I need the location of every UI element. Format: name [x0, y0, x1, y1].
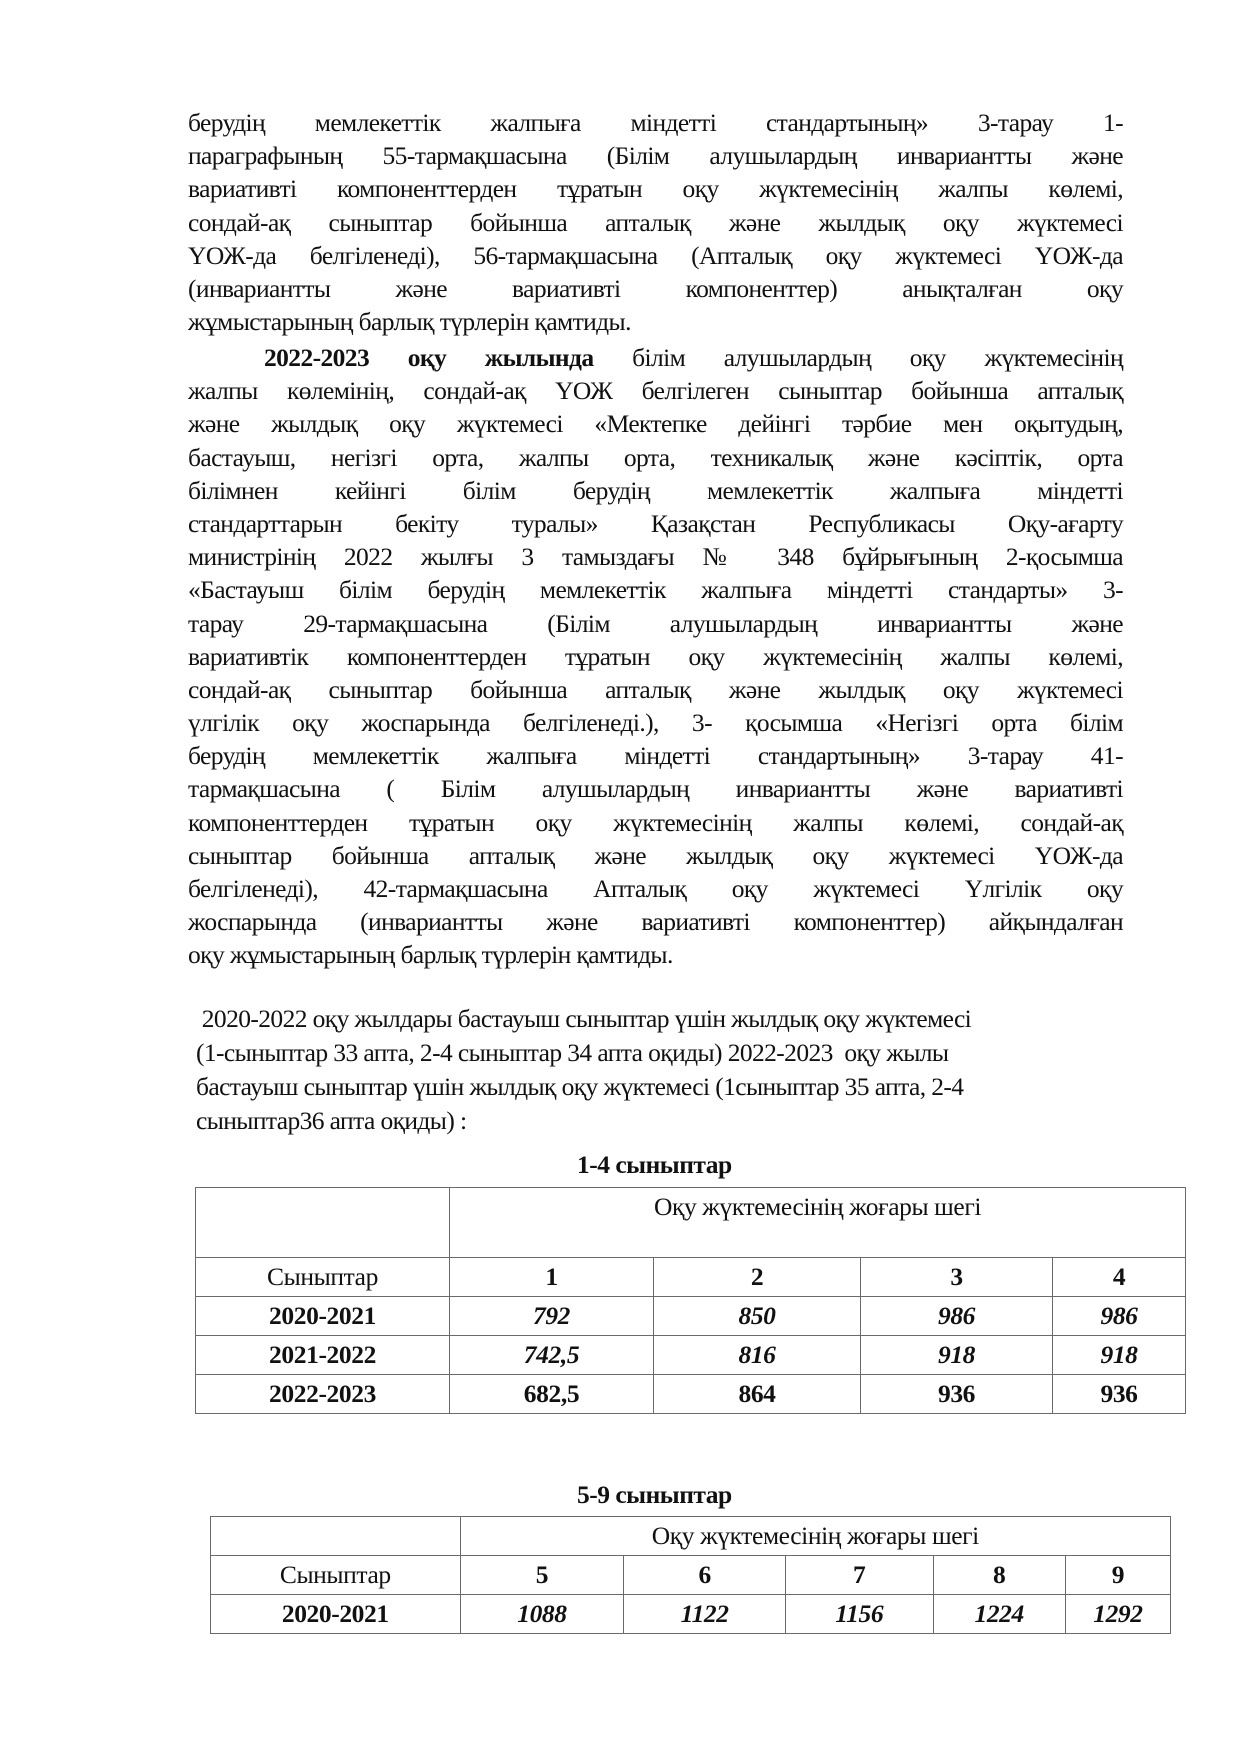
value-cell: 850: [654, 1297, 861, 1336]
value-cell: 986: [861, 1297, 1053, 1336]
row-header-label: Сыныптар: [196, 1258, 450, 1297]
paragraph-line: жұмыстарының барлық түрлерін қамтиды.: [188, 307, 631, 337]
table-columns-row: [211, 1556, 1171, 1595]
value-cell: 682,5: [450, 1375, 654, 1414]
paragraph-2: [188, 341, 1123, 972]
paragraph-line: үлгілік оқу жоспарында белгіленеді.), 3- қосымша «Негізгі орта білім: [188, 708, 1123, 738]
table-header-row: [211, 1517, 1171, 1556]
paragraph-line: бастауыш, негізгі орта, жалпы орта, техникалық және кәсіптік, орта: [188, 442, 1123, 472]
paragraph-line: ҮОЖ-да белгіленеді), 56-тармақшасына (Апталық оқу жүктемесі ҮОЖ-да: [188, 240, 1123, 270]
table-2-title: 5-9 сыныптар: [577, 1480, 732, 1509]
table-row: [196, 1375, 1186, 1414]
paragraph-line: жоспарында (инвариантты және вариативті компоненттер) айқындалған: [188, 907, 1123, 937]
value-cell: 986: [1053, 1297, 1186, 1336]
paragraph-line: білімнен кейінгі білім берудің мемлекеттік жалпыға міндетті: [188, 475, 1123, 505]
paragraph-line: стандарттарын бекіту туралы» Қазақстан Республикасы Оқу-ағарту: [188, 508, 1123, 538]
paragraph-line: бастауыш сыныптар үшін жылдық оқу жүктемесі (1сыныптар 35 апта, 2-4: [196, 1072, 964, 1101]
column-header: 2: [654, 1258, 861, 1297]
table-columns-row: [196, 1258, 1186, 1297]
table-row: [211, 1595, 1171, 1634]
paragraph-line: берудің мемлекеттік жалпыға міндетті стандартының» 3-тарау 1-: [188, 108, 1123, 137]
group-header-cell: Оқу жүктемесінің жоғары шегі: [460, 1517, 1170, 1556]
value-cell: 918: [861, 1336, 1053, 1375]
bold-lead: 2022-2023 оқу жылында: [264, 343, 594, 372]
paragraph-line: «Бастауыш білім берудің мемлекеттік жалпыға міндетті стандарты» 3-: [188, 575, 1123, 605]
paragraph-line: (инвариантты және вариативті компоненттер) анықталған оқу: [188, 273, 1123, 303]
paragraph-line: тармақшасына ( Білім алушылардың инвариантты және вариативті: [188, 774, 1123, 804]
paragraph-line: министрінің 2022 жылғы 3 тамыздағы № 348 бұйрығының 2-қосымша: [188, 542, 1123, 572]
table-1-grades-1-4: [195, 1187, 1186, 1414]
group-header-cell: Оқу жүктемесінің жоғары шегі: [450, 1188, 1186, 1258]
paragraph-3: [196, 1002, 1126, 1138]
year-cell: 2021-2022: [196, 1336, 450, 1375]
paragraph-line: және жылдық оқу жүктемесі «Мектепке дейінгі тәрбие мен оқытудың,: [188, 409, 1123, 439]
value-cell: 1292: [1065, 1595, 1170, 1634]
first-line-rest: білім алушылардың оқу жүктемесінің: [593, 343, 1123, 372]
paragraph-line: сондай-ақ сыныптар бойынша апталық және жылдық оқу жүктемесі: [188, 674, 1123, 704]
paragraph-line: вариативті компоненттерден тұратын оқу жүктемесінің жалпы көлемі,: [188, 174, 1123, 204]
paragraph-line: сыныптар бойынша апталық және жылдық оқу жүктемесі ҮОЖ-да: [188, 840, 1123, 870]
column-header: 4: [1053, 1258, 1186, 1297]
paragraph-line: вариативтік компоненттерден тұратын оқу жүктемесінің жалпы көлемі,: [188, 641, 1123, 671]
paragraph-line: белгіленеді), 42-тармақшасына Апталық оқу жүктемесі Үлгілік оқу: [188, 874, 1123, 903]
value-cell: 742,5: [450, 1336, 654, 1375]
column-header: 7: [785, 1556, 933, 1595]
column-header: 3: [861, 1258, 1053, 1297]
value-cell: 1088: [460, 1595, 624, 1634]
paragraph-line: сыныптар36 апта оқиды) :: [196, 1106, 467, 1135]
empty-corner-cell: [196, 1188, 450, 1258]
paragraph-first-line: [188, 341, 1123, 374]
value-cell: 792: [450, 1297, 654, 1336]
value-cell: 864: [654, 1375, 861, 1414]
year-cell: 2022-2023: [196, 1375, 450, 1414]
table-2-grades-5-9: [210, 1516, 1171, 1634]
paragraph-line: оқу жұмыстарының барлық түрлерін қамтиды.: [188, 940, 673, 970]
table-row: [196, 1297, 1186, 1336]
column-header: 1: [450, 1258, 654, 1297]
value-cell: 918: [1053, 1336, 1186, 1375]
paragraph-line: параграфының 55-тармақшасына (Білім алушылардың инвариантты және: [188, 141, 1123, 171]
table-header-row: [196, 1188, 1186, 1258]
value-cell: 1224: [933, 1595, 1065, 1634]
value-cell: 1122: [624, 1595, 786, 1634]
year-cell: 2020-2021: [196, 1297, 450, 1336]
value-cell: 936: [1053, 1375, 1186, 1414]
paragraph-1: [188, 106, 1123, 338]
column-header: 5: [460, 1556, 624, 1595]
paragraph-line: сондай-ақ сыныптар бойынша апталық және жылдық оқу жүктемесі: [188, 207, 1123, 237]
empty-corner-cell: [211, 1517, 461, 1556]
column-header: 9: [1065, 1556, 1170, 1595]
paragraph-line: тарау 29-тармақшасына (Білім алушылардың инвариантты және: [188, 608, 1123, 638]
paragraph-line: компоненттерден тұратын оқу жүктемесінің жалпы көлемі, сондай-ақ: [188, 807, 1123, 837]
paragraph-line: (1-сыныптар 33 апта, 2-4 сыныптар 34 апта оқиды) 2022-2023 оқу жылы: [196, 1038, 949, 1067]
table-1-title: 1-4 сыныптар: [577, 1150, 732, 1179]
value-cell: 936: [861, 1375, 1053, 1414]
value-cell: 816: [654, 1336, 861, 1375]
row-header-label: Сыныптар: [211, 1556, 461, 1595]
paragraph-line: жалпы көлемінің, сондай-ақ ҮОЖ белгілеген сыныптар бойынша апталық: [188, 376, 1123, 406]
paragraph-line: берудің мемлекеттік жалпыға міндетті стандартының» 3-тарау 41-: [188, 741, 1123, 771]
table-row: [196, 1336, 1186, 1375]
column-header: 6: [624, 1556, 786, 1595]
paragraph-line: 2020-2022 оқу жылдары бастауыш сыныптар үшін жылдық оқу жүктемесі: [196, 1004, 972, 1033]
column-header: 8: [933, 1556, 1065, 1595]
year-cell: 2020-2021: [211, 1595, 461, 1634]
value-cell: 1156: [785, 1595, 933, 1634]
